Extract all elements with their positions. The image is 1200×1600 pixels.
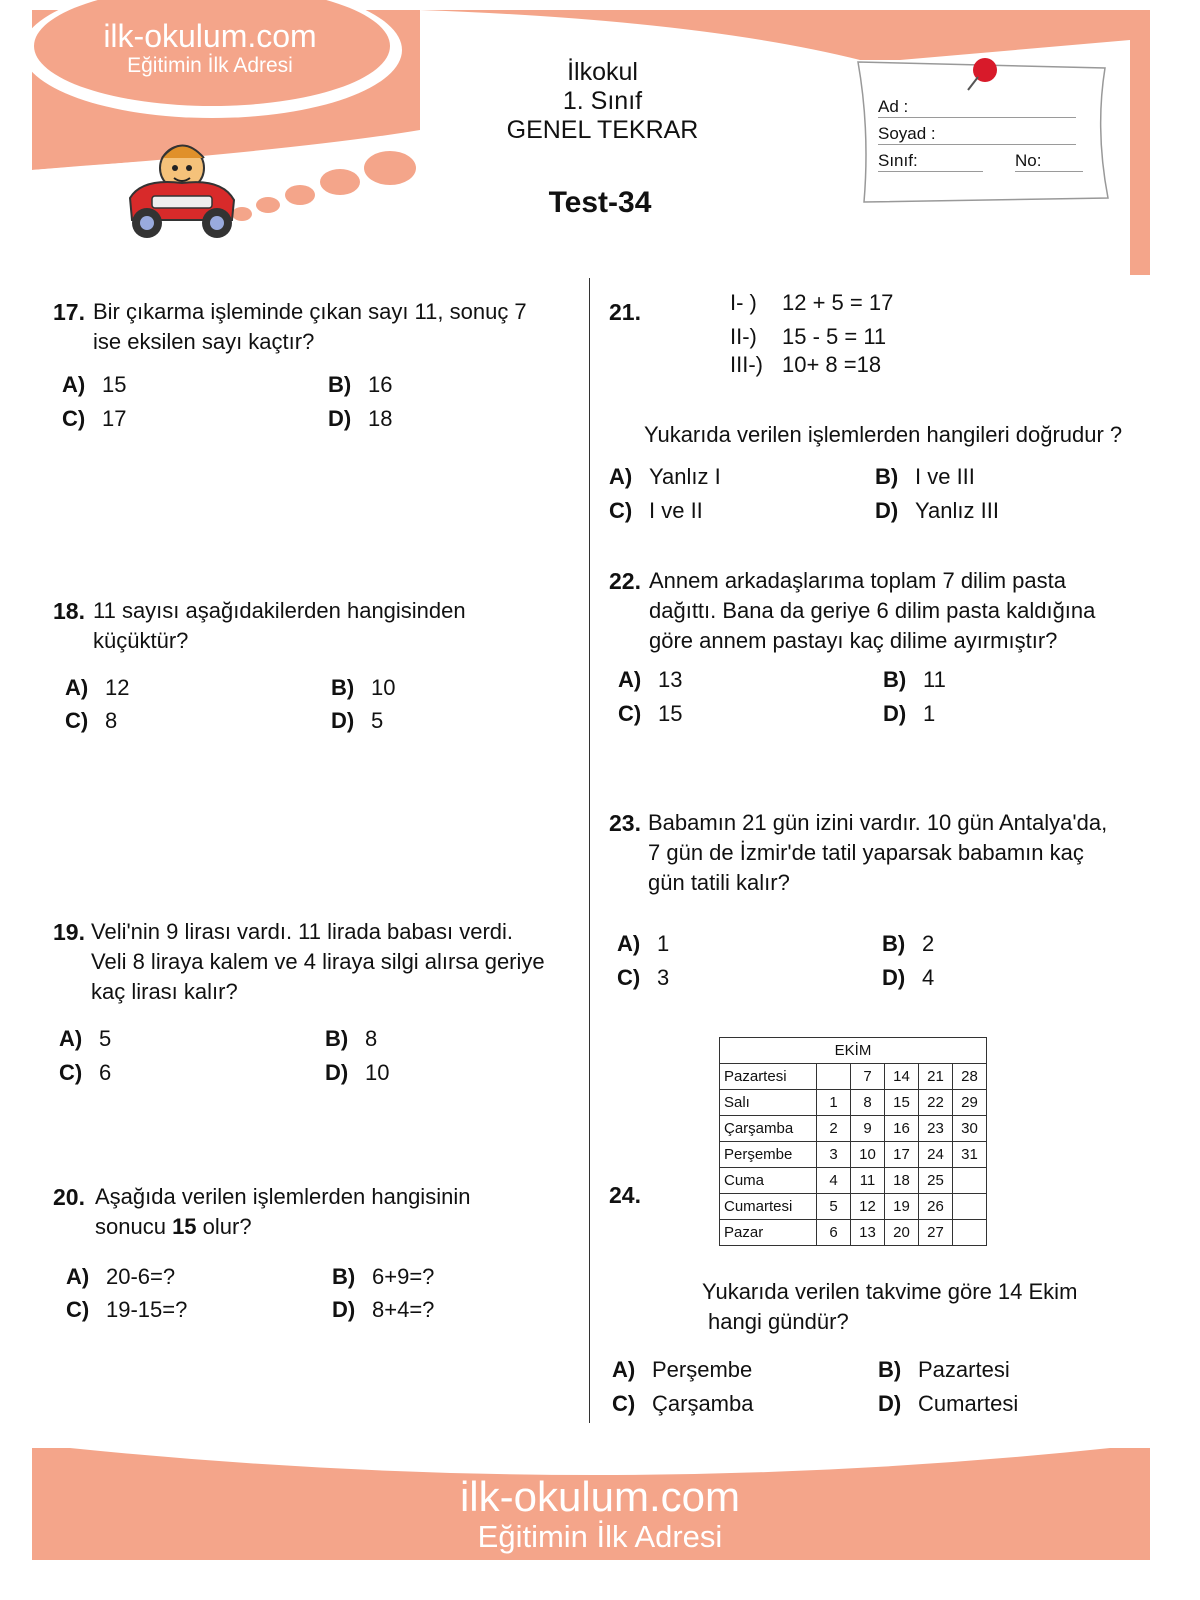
option-value: 8: [365, 1026, 378, 1051]
option-a[interactable]: [609, 464, 721, 490]
option-value: 6+9=?: [372, 1264, 435, 1289]
calendar-row: [720, 1116, 987, 1142]
option-c[interactable]: [609, 498, 703, 524]
question-number-24: 24.: [609, 1182, 641, 1208]
grade-level: 1. Sınıf: [562, 87, 643, 115]
question-text-line: göre annem pastayı kaç dilime ayırmıştır?: [649, 628, 1058, 653]
calendar-date: 5: [817, 1194, 851, 1220]
option-label: D): [331, 708, 355, 733]
name-field[interactable]: [878, 97, 1076, 118]
calendar-day-name: Perşembe: [720, 1142, 817, 1168]
option-value: 15: [102, 372, 127, 397]
option-label: A): [66, 1264, 90, 1289]
calendar-date: 10: [851, 1142, 885, 1168]
option-label: A): [609, 464, 633, 489]
calendar-day-name: Salı: [720, 1090, 817, 1116]
calendar-date: 14: [885, 1064, 919, 1090]
option-c[interactable]: [618, 701, 682, 727]
option-value: I ve II: [649, 498, 703, 523]
question-text-line: Aşağıda verilen işlemlerden hangisinin: [95, 1184, 471, 1209]
option-value: Yanlız I: [649, 464, 721, 489]
class-field[interactable]: [878, 151, 983, 172]
question-text-line: kaç lirası kalır?: [91, 979, 238, 1004]
option-b[interactable]: [325, 1026, 377, 1052]
option-d[interactable]: [325, 1060, 389, 1086]
option-a[interactable]: [59, 1026, 111, 1052]
option-label: A): [65, 675, 89, 700]
option-label: B): [331, 675, 355, 700]
number-field[interactable]: [1015, 151, 1083, 172]
test-title: Test-34: [548, 186, 652, 219]
option-label: D): [882, 965, 906, 990]
option-value: 8: [105, 708, 118, 733]
option-label: D): [875, 498, 899, 523]
option-a[interactable]: [612, 1357, 752, 1383]
question-number-21: 21.: [609, 299, 641, 325]
header-site-name: ilk-okulum.com: [103, 18, 317, 54]
text-run: olur?: [196, 1214, 252, 1239]
option-value: Pazartesi: [918, 1357, 1010, 1382]
option-label: B): [875, 464, 899, 489]
option-value: 1: [923, 701, 936, 726]
option-label: C): [618, 701, 642, 726]
calendar-date: [953, 1220, 987, 1246]
question-number: 20.: [53, 1184, 85, 1210]
calendar-date: 26: [919, 1194, 953, 1220]
calendar-row: [720, 1142, 987, 1168]
option-label: A): [62, 372, 86, 397]
option-a[interactable]: [66, 1264, 175, 1290]
question-number: 22.: [609, 568, 641, 594]
question-text-line: Veli 8 liraya kalem ve 4 liraya silgi alırsa geriye: [91, 949, 545, 974]
option-value: 2: [922, 931, 935, 956]
option-value: 1: [657, 931, 670, 956]
calendar-row: [720, 1220, 987, 1246]
calendar-date: 3: [817, 1142, 851, 1168]
roman-numeral: I- ): [730, 290, 757, 315]
option-value: 3: [657, 965, 670, 990]
calendar-date: 9: [851, 1116, 885, 1142]
option-label: B): [328, 372, 352, 397]
option-c[interactable]: [612, 1391, 753, 1417]
option-label: C): [609, 498, 633, 523]
calendar-date: 31: [953, 1142, 987, 1168]
question-text-line: gün tatili kalır?: [648, 870, 790, 895]
option-value: 11: [923, 667, 946, 692]
option-value: I ve III: [915, 464, 975, 489]
option-value: 17: [102, 406, 127, 431]
question-number: 18.: [53, 598, 85, 624]
option-label: A): [618, 667, 642, 692]
question-20: [53, 1182, 573, 1242]
option-d[interactable]: [883, 701, 935, 727]
roman-numeral: II-): [730, 324, 757, 349]
surname-field[interactable]: [878, 124, 1076, 145]
calendar-date: 1: [817, 1090, 851, 1116]
statement-expression: 10+ 8 =18: [782, 352, 882, 377]
option-b[interactable]: [882, 931, 934, 957]
question-text: Yukarıda verilen işlemlerden hangileri doğrudur ?: [644, 422, 1123, 447]
calendar-date: 12: [851, 1194, 885, 1220]
calendar-date: 22: [919, 1090, 953, 1116]
question-18: [53, 596, 573, 656]
option-d[interactable]: [875, 498, 999, 524]
option-label: C): [62, 406, 86, 431]
option-label: B): [325, 1026, 349, 1051]
calendar-date: 30: [953, 1116, 987, 1142]
option-d[interactable]: [882, 965, 934, 991]
calendar-date: 16: [885, 1116, 919, 1142]
calendar-day-name: Cumartesi: [720, 1194, 817, 1220]
question-22: [609, 566, 1169, 656]
option-label: B): [878, 1357, 902, 1382]
question-number: 23.: [609, 810, 641, 836]
calendar-day-name: Pazar: [720, 1220, 817, 1246]
calendar-row: [720, 1090, 987, 1116]
cloud-text: [470, 58, 735, 145]
option-value: 10: [371, 675, 396, 700]
option-label: B): [883, 667, 907, 692]
option-label: B): [882, 931, 906, 956]
option-value: 12: [105, 675, 130, 700]
school-level: İlkokul: [567, 58, 638, 86]
column-divider: [589, 278, 590, 1423]
option-c[interactable]: [62, 406, 126, 432]
calendar-date: 6: [817, 1220, 851, 1246]
option-b[interactable]: [875, 464, 975, 490]
question-23: [609, 808, 1179, 898]
calendar-day-name: Çarşamba: [720, 1116, 817, 1142]
calendar-date: 8: [851, 1090, 885, 1116]
option-value: 5: [371, 708, 384, 733]
statement-expression: 12 + 5 = 17: [782, 290, 894, 315]
calendar-date: [817, 1064, 851, 1090]
option-value: Yanlız III: [915, 498, 999, 523]
option-label: D): [328, 406, 352, 431]
option-label: D): [325, 1060, 349, 1085]
statement-3: [730, 352, 881, 378]
option-label: A): [617, 931, 641, 956]
option-a[interactable]: [62, 372, 126, 398]
class-label: Sınıf:: [878, 151, 918, 170]
calendar-date: 4: [817, 1168, 851, 1194]
question-text-line: Bir çıkarma işleminde çıkan sayı 11, sonuç 7: [93, 299, 527, 324]
question-19: [53, 917, 588, 1007]
statement-1: [730, 290, 893, 316]
calendar-row: [720, 1194, 987, 1220]
calendar-date: 27: [919, 1220, 953, 1246]
option-value: Perşembe: [652, 1357, 753, 1382]
surname-label: Soyad :: [878, 124, 936, 143]
question-text-line: dağıttı. Bana da geriye 6 dilim pasta kaldığına: [649, 598, 1096, 623]
calendar-day-name: Pazartesi: [720, 1064, 817, 1090]
footer-site-name: ilk-okulum.com: [459, 1473, 741, 1520]
option-label: D): [878, 1391, 902, 1416]
option-d[interactable]: [331, 708, 383, 734]
option-value: Çarşamba: [652, 1391, 754, 1416]
question-text-line: Veli'nin 9 lirası vardı. 11 lirada babası verdi.: [91, 919, 514, 944]
option-a[interactable]: [617, 931, 669, 957]
calendar-date: 13: [851, 1220, 885, 1246]
calendar-date: 18: [885, 1168, 919, 1194]
option-b[interactable]: [331, 675, 395, 701]
calendar-date: 19: [885, 1194, 919, 1220]
option-c[interactable]: [65, 708, 117, 734]
calendar-date: 2: [817, 1116, 851, 1142]
option-d[interactable]: [878, 1391, 1018, 1417]
option-label: D): [883, 701, 907, 726]
option-d[interactable]: [328, 406, 392, 432]
calendar-row: [720, 1168, 987, 1194]
option-value: 16: [368, 372, 393, 397]
option-label: B): [332, 1264, 356, 1289]
highlighted-number: 15: [172, 1214, 197, 1239]
option-label: C): [59, 1060, 83, 1085]
statement-2: [730, 324, 886, 350]
calendar-row: [720, 1064, 987, 1090]
question-text: [702, 1277, 1077, 1337]
option-a[interactable]: [65, 675, 129, 701]
option-b[interactable]: [328, 372, 392, 398]
question-text-line: 7 gün de İzmir'de tatil yaparsak babamın kaç: [648, 840, 1084, 865]
footer-slogan: Eğitimin İlk Adresi: [477, 1519, 723, 1554]
option-d[interactable]: [332, 1297, 434, 1323]
option-label: C): [66, 1297, 90, 1322]
calendar-date: 29: [953, 1090, 987, 1116]
question-text-line: küçüktür?: [93, 628, 189, 653]
question-text-line: hangi gündür?: [708, 1309, 849, 1334]
calendar-date: 17: [885, 1142, 919, 1168]
option-a[interactable]: [618, 667, 682, 693]
option-c[interactable]: [617, 965, 669, 991]
october-calendar-table: [719, 1037, 987, 1246]
number-label: No:: [1015, 151, 1042, 170]
calendar-date: 24: [919, 1142, 953, 1168]
question-text-line: ise eksilen sayı kaçtır?: [93, 329, 315, 354]
option-value: 13: [658, 667, 683, 692]
option-value: 6: [99, 1060, 112, 1085]
question-text-line: Annem arkadaşlarıma toplam 7 dilim pasta: [649, 568, 1066, 593]
option-b[interactable]: [878, 1357, 1010, 1383]
question-text-line: [95, 1212, 573, 1242]
roman-numeral: III-): [730, 352, 763, 377]
car-mascot-icon: [122, 128, 242, 248]
question-text-line: Babamın 21 gün izini vardır. 10 gün Antalya'da,: [648, 810, 1108, 835]
option-label: A): [612, 1357, 636, 1382]
calendar-date: 11: [851, 1168, 885, 1194]
option-label: D): [332, 1297, 356, 1322]
question-text-line: 11 sayısı aşağıdakilerden hangisinden: [93, 598, 466, 623]
option-c[interactable]: [66, 1297, 187, 1323]
calendar-date: 20: [885, 1220, 919, 1246]
calendar-date: 7: [851, 1064, 885, 1090]
question-number: 19.: [53, 919, 85, 945]
header-brand[interactable]: [60, 18, 360, 78]
option-value: 10: [365, 1060, 390, 1085]
option-value: 20-6=?: [106, 1264, 176, 1289]
option-value: 5: [99, 1026, 112, 1051]
option-value: 19-15=?: [106, 1297, 188, 1322]
question-17: [53, 297, 573, 357]
text-run: sonucu: [95, 1214, 173, 1239]
option-label: A): [59, 1026, 83, 1051]
calendar-date: 21: [919, 1064, 953, 1090]
calendar-date: 23: [919, 1116, 953, 1142]
option-b[interactable]: [332, 1264, 434, 1290]
option-value: 15: [658, 701, 683, 726]
calendar-date: 28: [953, 1064, 987, 1090]
option-b[interactable]: [883, 667, 946, 693]
calendar-date: 25: [919, 1168, 953, 1194]
footer-brand[interactable]: [350, 1474, 850, 1554]
calendar-date: 15: [885, 1090, 919, 1116]
calendar-date: [953, 1194, 987, 1220]
option-label: C): [617, 965, 641, 990]
calendar-day-name: Cuma: [720, 1168, 817, 1194]
calendar-date: [953, 1168, 987, 1194]
option-label: C): [612, 1391, 636, 1416]
option-label: C): [65, 708, 89, 733]
statement-expression: 15 - 5 = 11: [782, 324, 887, 349]
option-c[interactable]: [59, 1060, 111, 1086]
option-value: 18: [368, 406, 393, 431]
subject-title: GENEL TEKRAR: [506, 116, 699, 144]
option-value: 8+4=?: [372, 1297, 435, 1322]
option-value: Cumartesi: [918, 1391, 1019, 1416]
question-number: 17.: [53, 299, 85, 325]
option-value: 4: [922, 965, 935, 990]
header-slogan: Eğitimin İlk Adresi: [127, 54, 293, 77]
calendar-title: EKİM: [720, 1038, 987, 1064]
question-text-line: Yukarıda verilen takvime göre 14 Ekim: [702, 1279, 1078, 1304]
name-label: Ad :: [878, 97, 909, 116]
